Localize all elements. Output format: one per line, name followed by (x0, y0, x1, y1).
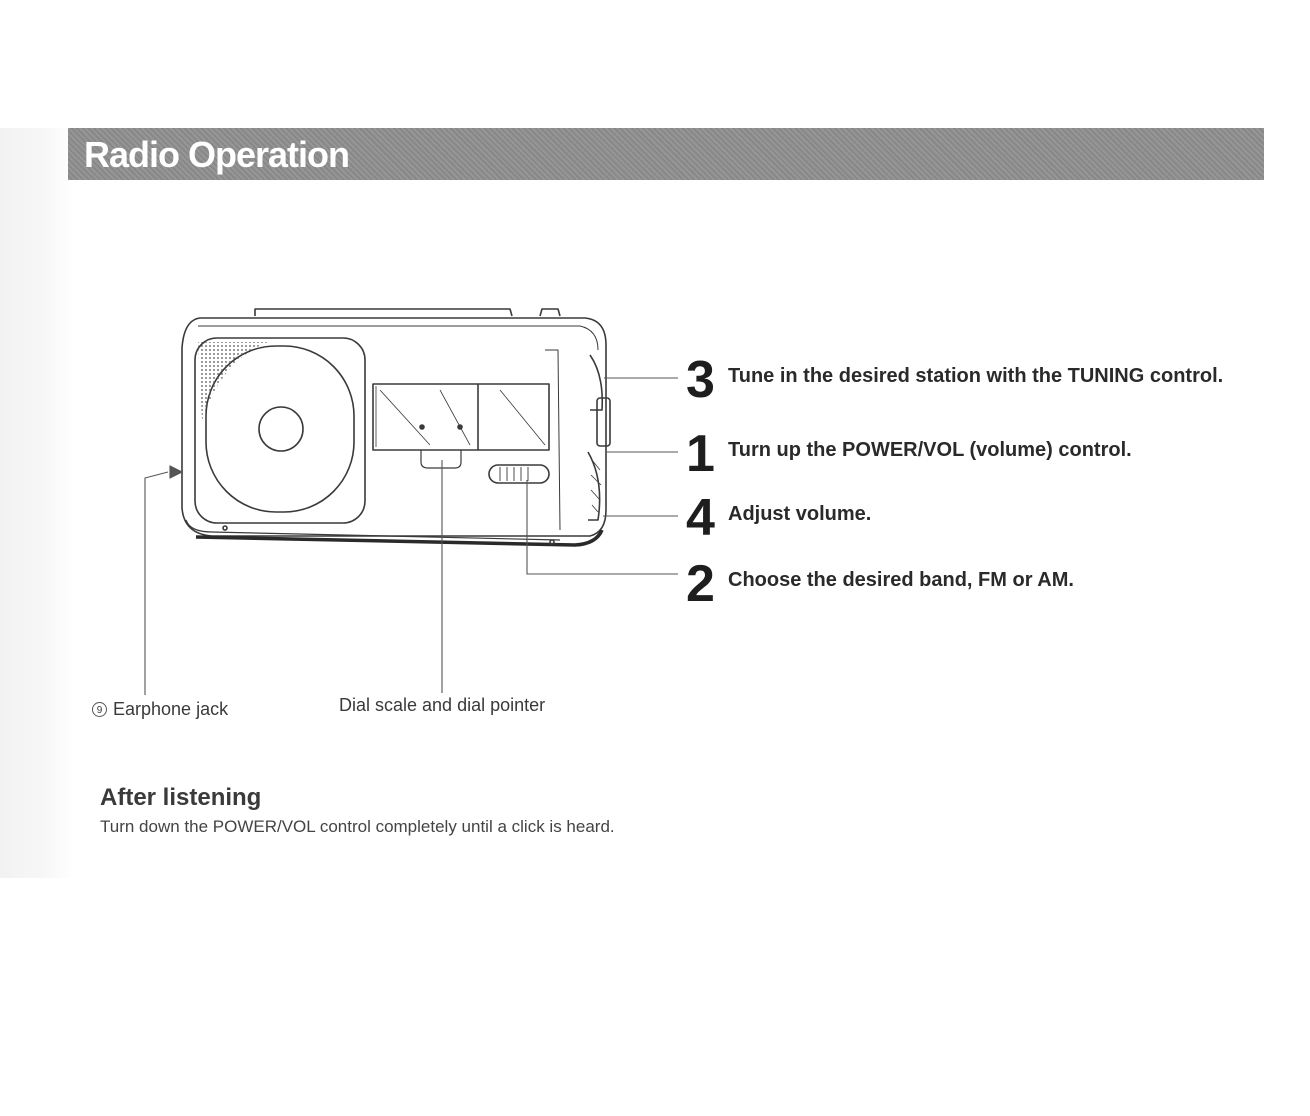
speaker-rim (206, 346, 354, 512)
speaker-grille (198, 342, 268, 420)
speaker-panel (195, 338, 365, 523)
section-title: Radio Operation (84, 134, 350, 175)
band-selector (489, 465, 549, 483)
step-text: Choose the desired band, FM or AM. (728, 569, 1074, 591)
step-text: Turn up the POWER/VOL (volume) control. (728, 439, 1132, 461)
step-number: 4 (686, 489, 715, 547)
radio-body (182, 318, 606, 536)
dial-window (373, 384, 549, 450)
page-margin-strip (0, 128, 74, 878)
step-text: Tune in the desired station with the TUNING control. (728, 365, 1224, 387)
leader-earphone (145, 472, 168, 695)
leader-band (527, 480, 678, 574)
step-number: 2 (686, 555, 715, 613)
earphone-icon: 9 (92, 702, 107, 717)
volume-knob (588, 452, 600, 520)
after-listening-heading: After listening (100, 784, 262, 811)
after-listening-body: Turn down the POWER/VOL control completely until a click is heard. (100, 817, 615, 836)
radio-handle (255, 309, 512, 316)
step-text: Adjust volume. (728, 503, 872, 525)
caption-dial-scale: Dial scale and dial pointer (339, 695, 546, 715)
step-number: 3 (686, 351, 715, 409)
tuning-knob (590, 355, 602, 410)
caption-earphone-jack (92, 699, 228, 720)
speaker-center (259, 407, 303, 451)
caption-earphone-label: Earphone jack (113, 699, 229, 719)
section-title-bar (68, 128, 1264, 180)
step-number: 1 (686, 425, 715, 483)
radio-antenna-clip (540, 309, 560, 316)
